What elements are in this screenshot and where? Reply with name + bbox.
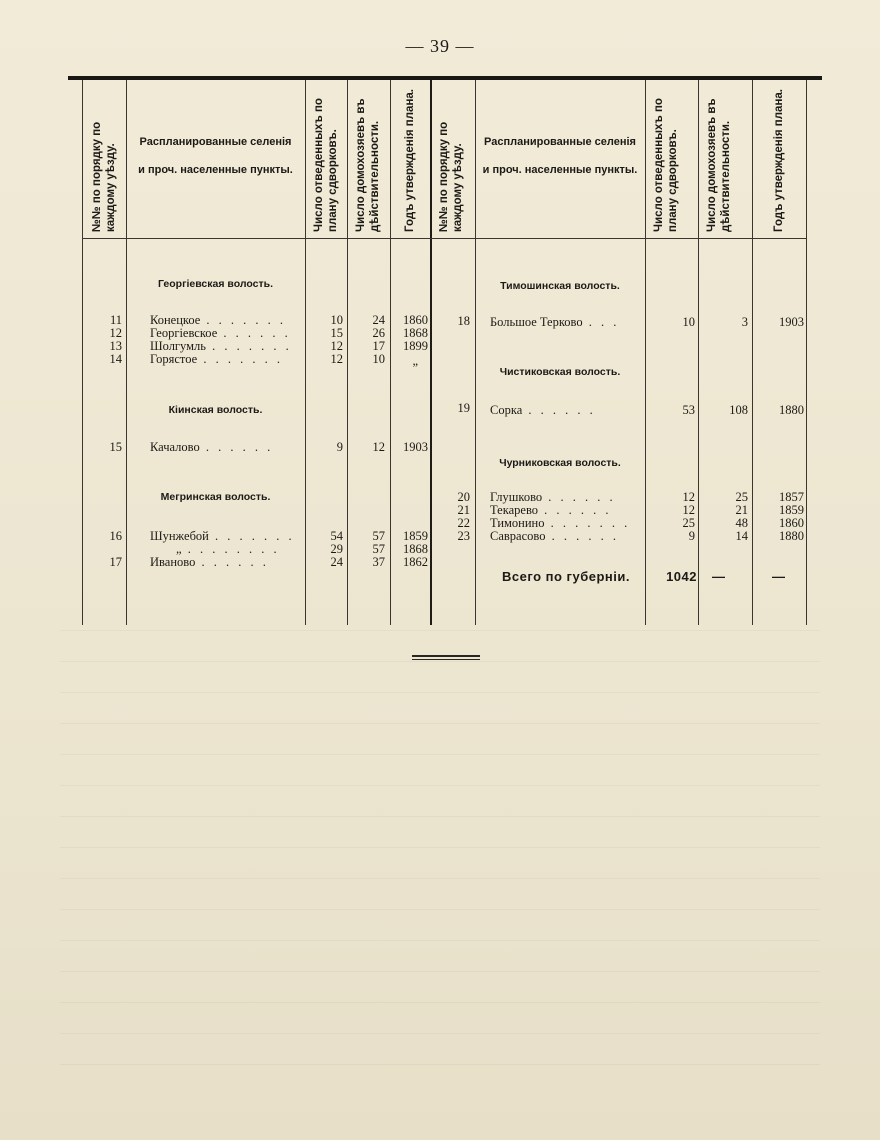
header-households: Число домохозяевъ въ дѣйствительности.	[355, 98, 381, 232]
header-plots: Число отведенныхъ по плану сдворковъ.	[653, 98, 679, 232]
row-households: 3	[741, 315, 748, 329]
row-households: 37	[372, 555, 385, 569]
row-name: Горястое . . . . . . .	[150, 352, 283, 366]
row-plots: 10	[330, 313, 343, 327]
row-year: 1868	[403, 326, 428, 340]
row-plots: 15	[330, 326, 343, 340]
row-plots: 10	[682, 315, 695, 329]
row-no: 18	[457, 314, 470, 328]
row-no: 20	[457, 490, 470, 504]
row-name: Саврасово . . . . . .	[490, 529, 619, 543]
grid-line	[82, 80, 83, 625]
row-name: Сорка . . . . . .	[490, 403, 596, 417]
header-households: Число домохозяевъ въ дѣйствительности.	[706, 98, 732, 232]
volost-heading: Георгіевская волость.	[157, 278, 274, 290]
header-rule	[82, 238, 806, 239]
center-divider	[430, 80, 432, 625]
row-plots: 24	[330, 555, 343, 569]
row-year: 1868	[403, 542, 428, 556]
row-no: 13	[109, 339, 122, 353]
row-no: 16	[109, 529, 122, 543]
row-name: Иваново . . . . . .	[150, 555, 269, 569]
row-plots: 12	[330, 339, 343, 353]
row-no: 12	[109, 326, 122, 340]
top-rule	[68, 76, 822, 80]
row-no: 15	[109, 440, 122, 454]
row-year: 1899	[403, 339, 428, 353]
header-name-line2: и проч. населенные пункты.	[138, 164, 293, 176]
row-no: 23	[457, 529, 470, 543]
header-name-line1: Распланированные селенія	[484, 136, 636, 148]
row-year: 1880	[779, 403, 804, 417]
grid-line	[752, 80, 753, 625]
row-year: „	[412, 354, 418, 368]
grid-line	[698, 80, 699, 625]
total-plots: 1042	[666, 569, 697, 584]
row-plots: 12	[330, 352, 343, 366]
row-year: 1859	[403, 529, 428, 543]
total-year: —	[772, 569, 786, 584]
row-name: Текарево . . . . . .	[490, 503, 612, 517]
row-households: 14	[735, 529, 748, 543]
volost-heading: Мегринская волость.	[160, 491, 271, 503]
row-year: 1862	[403, 555, 428, 569]
row-households: 57	[372, 542, 385, 556]
volost-heading: Кіинская волость.	[168, 404, 263, 416]
row-households: 17	[372, 339, 385, 353]
row-households: 21	[735, 503, 748, 517]
row-households: 48	[735, 516, 748, 530]
grid-line	[806, 80, 807, 625]
row-plots: 29	[330, 542, 343, 556]
row-year: 1903	[403, 440, 428, 454]
row-no: 11	[109, 313, 122, 327]
bleed-through-background	[60, 630, 820, 1090]
row-no: 17	[109, 555, 122, 569]
row-plots: 9	[688, 529, 695, 543]
total-households: —	[712, 569, 726, 584]
row-no: 22	[457, 516, 470, 530]
volost-heading: Чурниковская волость.	[499, 457, 621, 469]
volost-heading: Чистиковская волость.	[499, 366, 621, 378]
row-plots: 12	[682, 503, 695, 517]
row-plots: 54	[330, 529, 343, 543]
header-name-line1: Распланированные селенія	[139, 136, 292, 148]
row-name: Шолгумль . . . . . . .	[150, 339, 292, 353]
row-households: 25	[735, 490, 748, 504]
volost-heading: Тимошинская волость.	[500, 280, 620, 292]
row-year: 1859	[779, 503, 804, 517]
row-year: 1857	[779, 490, 804, 504]
row-year: 1880	[779, 529, 804, 543]
row-name: „ . . . . . . . .	[176, 542, 280, 556]
end-rule	[412, 655, 480, 660]
row-households: 57	[372, 529, 385, 543]
row-year: 1860	[403, 313, 428, 327]
row-year: 1860	[779, 516, 804, 530]
row-name: Большое Терково . . .	[490, 315, 620, 329]
row-name: Георгіевское . . . . . .	[150, 326, 291, 340]
row-plots: 12	[682, 490, 695, 504]
grid-line	[645, 80, 646, 625]
row-households: 26	[372, 326, 385, 340]
header-plots: Число отведенныхъ по плану сдворковъ.	[313, 98, 339, 232]
row-households: 24	[372, 313, 385, 327]
header-year: Годъ утвержденія плана.	[773, 89, 785, 232]
page-number: — 39 —	[405, 36, 475, 56]
header-name-line2: и проч. населенные пункты.	[482, 164, 638, 176]
row-households: 12	[372, 440, 385, 454]
row-no: 19	[457, 401, 470, 415]
row-plots: 25	[682, 516, 695, 530]
header-no: №№ по порядку по каждому уѣзду.	[91, 121, 117, 232]
row-name: Конецкое . . . . . . .	[150, 313, 287, 327]
row-name: Качалово . . . . . .	[150, 440, 274, 454]
row-name: Глушково . . . . . .	[490, 490, 616, 504]
header-year: Годъ утвержденія плана.	[404, 89, 416, 232]
row-plots: 9	[336, 440, 343, 454]
total-label: Всего по губерніи.	[502, 569, 630, 584]
row-no: 14	[109, 352, 122, 366]
row-name: Шунжебой . . . . . . .	[150, 529, 295, 543]
row-households: 10	[372, 352, 385, 366]
row-year: 1903	[779, 315, 804, 329]
header-no: №№ по порядку по каждому уѣзду.	[438, 121, 464, 232]
row-households: 108	[729, 403, 748, 417]
row-plots: 53	[682, 403, 695, 417]
row-name: Тимонино . . . . . . .	[490, 516, 631, 530]
row-no: 21	[457, 503, 470, 517]
